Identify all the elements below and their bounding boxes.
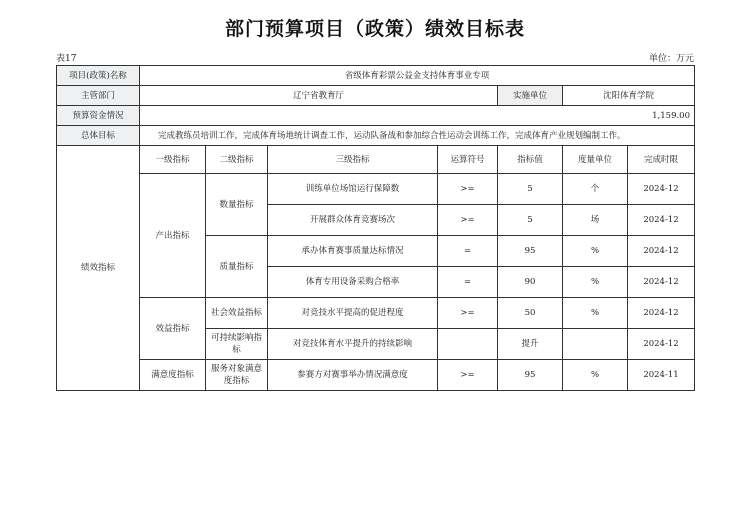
indicator-unit: % [563,267,628,298]
indicator-operator: >= [438,360,498,391]
indicator-value: 95 [498,236,563,267]
level2-quantity: 数量指标 [206,174,268,236]
table-row [57,174,695,205]
dept-label: 主管部门 [57,86,140,106]
indicator-value: 5 [498,174,563,205]
indicator-time: 2024-12 [628,267,695,298]
level1-benefit: 效益指标 [140,298,206,360]
header-unit: 度量单位 [563,146,628,174]
table-row [57,360,695,391]
indicator-time: 2024-12 [628,329,695,360]
dept-value: 辽宁省教育厅 [140,86,498,106]
level2-sustain: 可持续影响指标 [206,329,268,360]
performance-goal-table [56,65,695,391]
indicator-operator: >= [438,174,498,205]
indicator-unit: 个 [563,174,628,205]
header-value: 指标值 [498,146,563,174]
indicator-time: 2024-12 [628,236,695,267]
performance-label: 绩效指标 [57,146,140,391]
indicator-name: 承办体育赛事质量达标情况 [268,236,438,267]
impl-unit-value: 沈阳体育学院 [563,86,695,106]
level2-social: 社会效益指标 [206,298,268,329]
indicator-value: 提升 [498,329,563,360]
indicator-value: 95 [498,360,563,391]
indicator-operator [438,329,498,360]
indicator-name: 体育专用设备采购合格率 [268,267,438,298]
project-row [57,66,695,86]
indicator-time: 2024-12 [628,298,695,329]
indicator-unit: % [563,360,628,391]
goal-label: 总体目标 [57,126,140,146]
goal-value: 完成教练员培训工作，完成体育场地统计调查工作，运动队备战和参加综合性运动会训练工作，完成体育产业规划编制工作。 [140,126,695,146]
header-level3: 三级指标 [268,146,438,174]
indicator-value: 50 [498,298,563,329]
table-row [57,298,695,329]
page-title: 部门预算项目（政策）绩效目标表 [224,18,525,40]
indicator-operator: = [438,236,498,267]
indicator-header-row [57,146,695,174]
level2-quality: 质量指标 [206,236,268,298]
project-name-value: 省级体育彩票公益金支持体育事业专项 [140,66,695,86]
header-time: 完成时限 [628,146,695,174]
indicator-name: 开展群众体育竞赛场次 [268,205,438,236]
indicator-unit [563,329,628,360]
funds-row [57,106,695,126]
level1-output: 产出指标 [140,174,206,298]
funds-label: 预算资金情况 [57,106,140,126]
indicator-unit: % [563,298,628,329]
header-level2: 二级指标 [206,146,268,174]
indicator-operator: >= [438,205,498,236]
indicator-time: 2024-12 [628,205,695,236]
department-row [57,86,695,106]
indicator-time: 2024-11 [628,360,695,391]
project-name-label: 项目(政策)名称 [57,66,140,86]
indicator-name: 参赛方对赛事举办情况满意度 [268,360,438,391]
table-number: 表17 [56,54,77,64]
indicator-name: 训练单位场馆运行保障数 [268,174,438,205]
indicator-value: 90 [498,267,563,298]
indicator-name: 对竞技体育水平提升的持续影响 [268,329,438,360]
indicator-value: 5 [498,205,563,236]
impl-unit-label: 实施单位 [498,86,563,106]
funds-value: 1,159.00 [140,106,695,126]
indicator-operator: >= [438,298,498,329]
level1-satisfaction: 满意度指标 [140,360,206,391]
header-operator: 运算符号 [438,146,498,174]
indicator-name: 对竞技水平提高的促进程度 [268,298,438,329]
indicator-unit: % [563,236,628,267]
indicator-unit: 场 [563,205,628,236]
header-level1: 一级指标 [140,146,206,174]
indicator-operator: = [438,267,498,298]
unit-label: 单位：万元 [648,54,694,64]
indicator-time: 2024-12 [628,174,695,205]
goal-row [57,126,695,146]
level2-service: 服务对象满意度指标 [206,360,268,391]
